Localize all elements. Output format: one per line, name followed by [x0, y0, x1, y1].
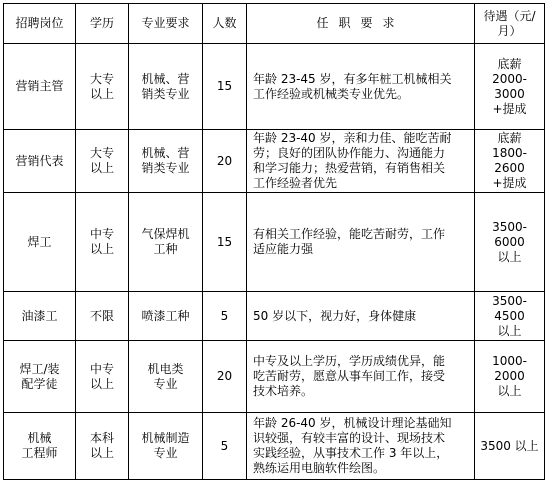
cell-position	[4, 44, 76, 130]
cell-major-line: 工种	[153, 242, 178, 256]
cell-major-line: 销类专业	[141, 86, 190, 101]
cell-education	[76, 193, 129, 292]
cell-education-line: 以上	[89, 376, 114, 391]
cell-requirements	[247, 341, 475, 413]
cell-major	[129, 292, 203, 341]
header-row	[4, 4, 545, 44]
cell-major	[129, 193, 203, 292]
cell-position	[4, 341, 76, 413]
cell-position	[4, 413, 76, 480]
cell-salary-line: 2000-3000	[492, 71, 527, 101]
cell-education-line: 中专	[89, 361, 114, 376]
cell-position-line: 油漆工	[21, 308, 58, 323]
cell-requirements-line: 实践经验，从事技术工作 3 年以上，	[253, 446, 449, 460]
header-education: 学历	[76, 4, 129, 44]
cell-position-line: 配学徒	[21, 376, 58, 391]
table-row	[4, 130, 545, 193]
cell-count	[203, 341, 247, 413]
cell-education-line: 以上	[89, 161, 114, 175]
cell-education	[76, 292, 129, 341]
cell-education	[76, 44, 129, 130]
cell-requirements-line: 技术培养。	[253, 384, 314, 398]
cell-major-line: 机电类	[147, 361, 184, 376]
cell-requirements-line: 有相关工作经验，能吃苦耐劳，工作	[253, 227, 446, 241]
cell-requirements-line: 和学习能力；热爱营销，有销售相关	[253, 161, 446, 175]
table-row	[4, 341, 545, 413]
header-salary-line2: 月）	[497, 23, 522, 38]
cell-requirements-line: 识较强，有较丰富的设计、现场技术	[253, 431, 446, 445]
cell-major	[129, 341, 203, 413]
cell-requirements-line: 工作经验或机械类专业优先。	[253, 86, 410, 101]
cell-education	[76, 341, 129, 413]
cell-count-line: 15	[216, 234, 233, 249]
cell-major-line: 销类专业	[141, 161, 190, 175]
cell-salary-line: 底薪	[497, 56, 522, 71]
cell-education-line: 以上	[89, 242, 114, 256]
cell-count-line: 5	[220, 438, 229, 453]
cell-requirements-line: 50 岁以下，视力好，身体健康	[253, 308, 417, 323]
cell-position	[4, 193, 76, 292]
cell-salary	[475, 193, 545, 292]
cell-requirements-line: 年龄 26-40 岁，机械设计理论基础知	[253, 416, 452, 430]
cell-requirements-line: 适应能力强	[253, 242, 314, 256]
cell-major	[129, 413, 203, 480]
cell-requirements-line: 吃苦耐劳，愿意从事车间工作，接受	[253, 369, 446, 383]
header-salary-line1: 待遇（元/	[483, 8, 536, 23]
cell-major	[129, 44, 203, 130]
cell-major-line: 专业	[153, 446, 178, 460]
cell-salary-line: 1800-2600	[492, 146, 527, 175]
cell-requirements-line: 工作经验者优先	[253, 176, 338, 190]
cell-salary-line: +提成	[492, 101, 527, 116]
cell-requirements	[247, 130, 475, 193]
table-row	[4, 44, 545, 130]
cell-position-line: 营销主管	[15, 79, 64, 93]
cell-salary	[475, 292, 545, 341]
header-major: 专业要求	[129, 4, 203, 44]
cell-count	[203, 130, 247, 193]
cell-major	[129, 130, 203, 193]
cell-position-line: 焊工	[27, 234, 52, 249]
cell-education-line: 中专	[89, 227, 114, 241]
cell-count-line: 20	[216, 153, 233, 168]
header-requirements: 任职要求	[247, 4, 475, 44]
cell-salary	[475, 130, 545, 193]
cell-position	[4, 130, 76, 193]
cell-salary-line: 底薪	[497, 131, 522, 145]
cell-education-line: 大专	[89, 71, 114, 86]
cell-salary-line: +提成	[492, 176, 527, 190]
cell-requirements	[247, 413, 475, 480]
cell-position-line: 营销代表	[15, 153, 64, 168]
cell-salary-line: 以上	[497, 323, 522, 338]
cell-salary-line: 3500 以上	[480, 438, 539, 453]
cell-requirements-line: 劳；良好的团队协作能力、沟通能力	[253, 146, 446, 160]
cell-major-line: 专业	[153, 376, 178, 391]
cell-requirements-line: 年龄 23-40 岁，亲和力佳、能吃苦耐	[253, 131, 452, 145]
cell-position-line: 工程师	[21, 446, 58, 460]
cell-major-line: 气保焊机	[141, 227, 190, 241]
cell-major-line: 喷漆工种	[141, 308, 190, 323]
cell-position-line: 机械	[27, 431, 52, 445]
cell-count-line: 15	[216, 79, 233, 93]
cell-count-line: 5	[220, 308, 229, 323]
cell-education	[76, 130, 129, 193]
cell-major-line: 机械、营	[141, 146, 190, 160]
cell-count	[203, 413, 247, 480]
cell-major-line: 机械、营	[141, 71, 190, 86]
cell-count	[203, 292, 247, 341]
cell-salary	[475, 413, 545, 480]
cell-salary-line: 1000-2000	[492, 354, 527, 383]
cell-salary-line: 3500-6000	[492, 219, 527, 249]
header-position: 招聘岗位	[4, 4, 76, 44]
cell-position	[4, 292, 76, 341]
table-row	[4, 292, 545, 341]
cell-requirements-line: 年龄 23-45 岁，有多年桩工机械相关	[253, 71, 452, 86]
cell-education-line: 以上	[89, 446, 114, 460]
cell-count	[203, 193, 247, 292]
table-body	[4, 44, 545, 480]
cell-position-line: 焊工/装	[19, 361, 60, 376]
table-row	[4, 193, 545, 292]
cell-education-line: 以上	[89, 86, 114, 101]
cell-salary-line: 3500-4500	[492, 293, 527, 323]
cell-count-line: 20	[216, 369, 233, 383]
table-row	[4, 413, 545, 480]
recruitment-table	[3, 3, 545, 480]
cell-requirements	[247, 44, 475, 130]
cell-requirements-line: 熟练运用电脑软件绘图。	[253, 461, 386, 475]
cell-salary-line: 以上	[497, 384, 522, 398]
cell-education	[76, 413, 129, 480]
cell-requirements	[247, 292, 475, 341]
cell-salary	[475, 341, 545, 413]
header-count: 人数	[203, 4, 247, 44]
cell-requirements	[247, 193, 475, 292]
cell-education-line: 不限	[89, 308, 114, 323]
cell-salary	[475, 44, 545, 130]
cell-salary-line: 以上	[497, 249, 522, 264]
cell-education-line: 本科	[89, 431, 114, 445]
cell-education-line: 大专	[89, 146, 114, 160]
header-salary	[475, 4, 545, 44]
cell-requirements-line: 中专及以上学历，学历成绩优异，能	[253, 354, 446, 368]
cell-major-line: 机械制造	[141, 431, 190, 445]
cell-count	[203, 44, 247, 130]
